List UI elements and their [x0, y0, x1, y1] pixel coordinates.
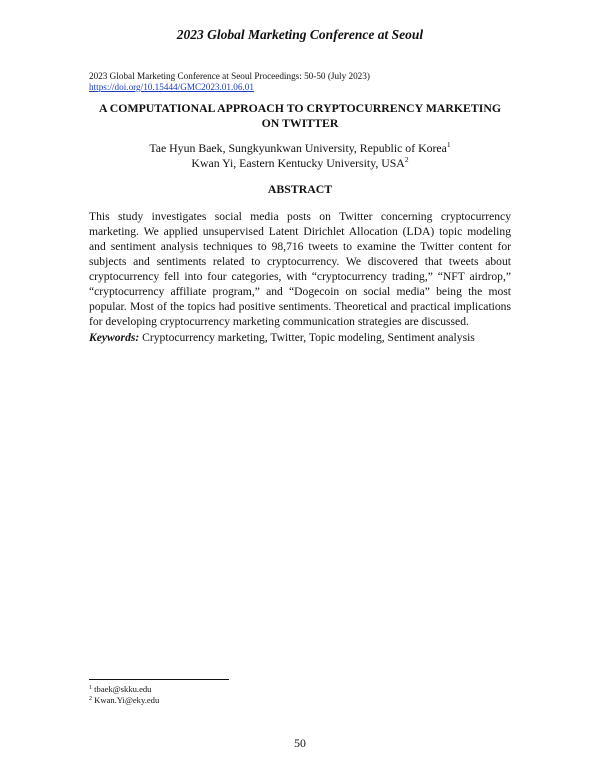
keywords-text: Cryptocurrency marketing, Twitter, Topic modeling, Sentiment analysis — [142, 331, 475, 344]
author-2 — [89, 156, 511, 171]
footnote-2 — [89, 695, 159, 706]
title-line-1: A COMPUTATIONAL APPROACH TO CRYPTOCURRENCY MARKETING — [98, 101, 502, 115]
author-1-affiliation: Tae Hyun Baek, Sungkyunkwan University, Republic of Korea — [149, 141, 447, 155]
footnote-1-email: tbaek@skku.edu — [94, 684, 152, 694]
author-2-footnote-mark: 2 — [404, 155, 409, 164]
author-1 — [89, 141, 511, 156]
footnote-divider — [89, 679, 229, 680]
abstract-body: This study investigates social media posts on Twitter concerning cryptocurrency marketing. We applied unsupervised Latent Dirichlet Allocation (LDA) topic modeling and sentiment analysis techniques to 98,716 tweets to examine the Twitter content for subjects and sentiments related to cryptocurrency. We discovered that tweets about cryptocurrency fell into four categories, with “cryptocurrency trading,” “NFT airdrop,” “cryptocurrency affiliate program,” and “Dogecoin on social media” being the most popular. Most of the topics had positive sentiments. Theoretical and practical implications for developing cryptocurrency marketing communication strategies are discussed. — [89, 210, 511, 328]
page-number: 50 — [294, 736, 306, 750]
author-list — [89, 141, 511, 171]
doi-link[interactable]: https://doi.org/10.15444/GMC2023.01.06.01 — [89, 82, 254, 92]
abstract-heading: ABSTRACT — [267, 182, 333, 196]
proceedings-line: 2023 Global Marketing Conference at Seoul Proceedings: 50-50 (July 2023) — [89, 71, 370, 81]
footnote-1 — [89, 684, 159, 695]
author-2-affiliation: Kwan Yi, Eastern Kentucky University, USA — [191, 156, 405, 170]
footnote-2-email: Kwan.Yi@eky.edu — [94, 695, 160, 705]
author-1-footnote-mark: 1 — [446, 140, 451, 149]
keywords-label: Keywords: — [89, 331, 140, 344]
footnote-1-mark: 1 — [89, 685, 92, 691]
keywords — [89, 330, 511, 345]
paper-title — [89, 101, 511, 130]
title-line-2: ON TWITTER — [261, 115, 339, 130]
running-head: 2023 Global Marketing Conference at Seoul — [176, 27, 424, 42]
footnotes — [89, 684, 159, 706]
footnote-2-mark: 2 — [89, 696, 92, 702]
